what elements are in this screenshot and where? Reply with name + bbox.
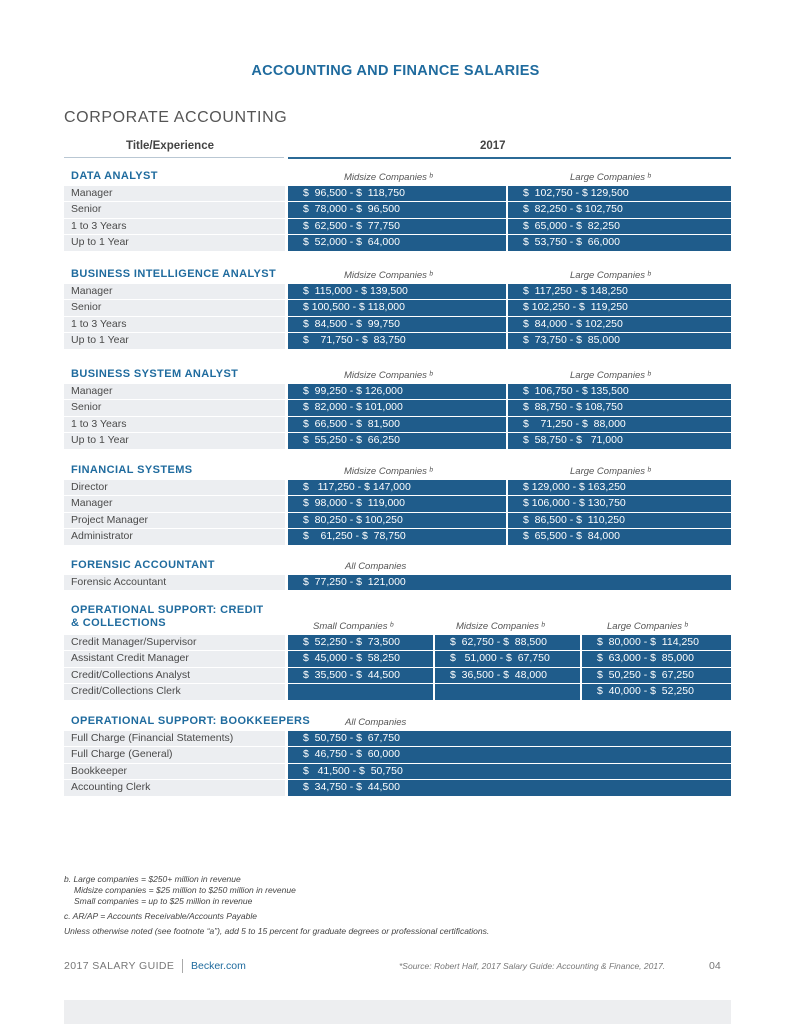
salary-range-cell: $ 34,750 - $ 44,500 [288,780,731,795]
row-label: Bookkeeper [64,764,285,779]
table-row [64,417,731,433]
row-label: Assistant Credit Manager [64,651,285,666]
table-row [64,731,731,747]
row-label: Manager [64,284,285,299]
group-header [64,167,731,186]
salary-group [64,601,731,701]
column-header: Midsize Companies ᵇ [456,621,545,632]
salary-range-cell: $ 102,250 - $ 119,250 [508,300,731,315]
footnote-b-midsize: Midsize companies = $25 million to $250 million in revenue [74,885,296,895]
row-label: Up to 1 Year [64,433,285,448]
row-label: Senior [64,300,285,315]
table-row [64,575,731,591]
salary-range-cell: $ 65,500 - $ 84,000 [508,529,731,544]
group-title: FINANCIAL SYSTEMS [71,464,193,476]
table-row [64,651,731,667]
salary-range-cell: $ 55,250 - $ 66,250 [288,433,506,448]
row-label: Up to 1 Year [64,333,285,348]
table-row [64,284,731,300]
page-title: ACCOUNTING AND FINANCE SALARIES [251,63,540,79]
group-header [64,365,731,384]
salary-group [64,556,731,591]
column-header: Midsize Companies ᵇ [344,270,433,281]
salary-range-cell: $ 53,750 - $ 66,000 [508,235,731,250]
footer-separator [182,959,183,973]
salary-range-cell: $ 82,250 - $ 102,750 [508,202,731,217]
table-row [64,300,731,316]
row-label: Full Charge (General) [64,747,285,762]
salary-range-cell [288,684,433,699]
salary-range-cell: $ 50,250 - $ 67,250 [582,668,731,683]
salary-range-cell: $ 80,250 - $ 100,250 [288,513,506,528]
salary-range-cell: $ 78,000 - $ 96,500 [288,202,506,217]
row-label: Project Manager [64,513,285,528]
table-row [64,433,731,449]
column-header: All Companies [345,717,407,728]
salary-range-cell: $ 129,000 - $ 163,250 [508,480,731,495]
salary-range-cell: $ 52,250 - $ 73,500 [288,635,433,650]
salary-range-cell: $ 82,000 - $ 101,000 [288,400,506,415]
salary-range-cell: $ 62,500 - $ 77,750 [288,219,506,234]
footnote-b-small: Small companies = up to $25 million in revenue [74,896,253,906]
column-header: Large Companies ᵇ [570,466,651,477]
row-label: Forensic Accountant [64,575,285,590]
salary-range-cell: $ 117,250 - $ 148,250 [508,284,731,299]
column-header: Large Companies ᵇ [570,370,651,381]
row-label: Accounting Clerk [64,780,285,795]
row-label: Up to 1 Year [64,235,285,250]
group-header [64,461,731,480]
salary-range-cell: $ 100,500 - $ 118,000 [288,300,506,315]
column-header: Midsize Companies ᵇ [344,172,433,183]
row-label: Credit/Collections Analyst [64,668,285,683]
footnote-b: b. Large companies = $250+ million in revenue [64,874,241,884]
page-footer [64,960,731,976]
group-header [64,601,731,635]
row-label: Manager [64,186,285,201]
salary-range-cell: $ 77,250 - $ 121,000 [288,575,731,590]
salary-range-cell: $ 58,750 - $ 71,000 [508,433,731,448]
footer-source: *Source: Robert Half, 2017 Salary Guide: Accounting & Finance, 2017. [399,961,666,971]
year-underline [288,157,731,159]
year-header: 2017 [480,140,506,152]
table-row [64,384,731,400]
salary-range-cell: $ 51,000 - $ 67,750 [435,651,580,666]
table-row [64,780,731,796]
group-title: OPERATIONAL SUPPORT: BOOKKEEPERS [71,715,311,727]
salary-group [64,167,731,252]
salary-range-cell: $ 117,250 - $ 147,000 [288,480,506,495]
table-row [64,635,731,651]
salary-range-cell: $ 40,000 - $ 52,250 [582,684,731,699]
table-row [64,235,731,251]
table-row [64,186,731,202]
column-header: Midsize Companies ᵇ [344,466,433,477]
table-header [64,140,731,160]
row-label: Manager [64,496,285,511]
salary-group [64,265,731,350]
salary-range-cell: $ 41,500 - $ 50,750 [288,764,731,779]
table-row [64,529,731,545]
table-row [64,480,731,496]
salary-range-cell: $ 63,000 - $ 85,000 [582,651,731,666]
salary-range-cell: $ 106,000 - $ 130,750 [508,496,731,511]
salary-range-cell: $ 73,750 - $ 85,000 [508,333,731,348]
group-header [64,265,731,284]
group-title: FORENSIC ACCOUNTANT [71,559,215,571]
bottom-band [64,1000,731,1024]
column-header: Large Companies ᵇ [570,172,651,183]
salary-range-cell: $ 50,750 - $ 67,750 [288,731,731,746]
row-label: Senior [64,202,285,217]
footnote-c: c. AR/AP = Accounts Receivable/Accounts Payable [64,911,258,921]
table-row [64,202,731,218]
salary-range-cell: $ 88,750 - $ 108,750 [508,400,731,415]
salary-group [64,461,731,546]
table-row [64,400,731,416]
group-header [64,712,731,731]
table-row [64,317,731,333]
salary-range-cell: $ 115,000 - $ 139,500 [288,284,506,299]
salary-group [64,365,731,450]
row-label: 1 to 3 Years [64,219,285,234]
footer-guide-label: 2017 SALARY GUIDE [64,960,175,972]
salary-range-cell: $ 106,750 - $ 135,500 [508,384,731,399]
header-divider [64,157,284,158]
salary-range-cell: $ 80,000 - $ 114,250 [582,635,731,650]
row-label: 1 to 3 Years [64,417,285,432]
group-title: OPERATIONAL SUPPORT: CREDIT & COLLECTIONS [71,604,264,629]
title-experience-header: Title/Experience [126,140,214,152]
column-header: Large Companies ᵇ [607,621,688,632]
salary-range-cell: $ 36,500 - $ 48,000 [435,668,580,683]
salary-range-cell: $ 102,750 - $ 129,500 [508,186,731,201]
salary-range-cell: $ 99,250 - $ 126,000 [288,384,506,399]
group-header [64,556,731,575]
row-label: 1 to 3 Years [64,317,285,332]
salary-range-cell [435,684,580,699]
salary-range-cell: $ 62,750 - $ 88,500 [435,635,580,650]
table-row [64,764,731,780]
table-row [64,333,731,349]
salary-range-cell: $ 86,500 - $ 110,250 [508,513,731,528]
salary-range-cell: $ 96,500 - $ 118,750 [288,186,506,201]
footnotes [64,874,489,937]
row-label: Senior [64,400,285,415]
table-row [64,496,731,512]
table-row [64,513,731,529]
row-label: Full Charge (Financial Statements) [64,731,285,746]
column-header: Small Companies ᵇ [313,621,394,632]
salary-range-cell: $ 61,250 - $ 78,750 [288,529,506,544]
salary-range-cell: $ 98,000 - $ 119,000 [288,496,506,511]
table-row [64,747,731,763]
row-label: Administrator [64,529,285,544]
table-row [64,219,731,235]
footer-site-link[interactable]: Becker.com [191,960,246,972]
salary-range-cell: $ 66,500 - $ 81,500 [288,417,506,432]
salary-range-cell: $ 84,500 - $ 99,750 [288,317,506,332]
group-title: DATA ANALYST [71,170,158,182]
table-row [64,684,731,700]
salary-range-cell: $ 84,000 - $ 102,250 [508,317,731,332]
column-header: Large Companies ᵇ [570,270,651,281]
column-header: All Companies [345,561,407,572]
group-title: BUSINESS INTELLIGENCE ANALYST [71,268,277,280]
row-label: Director [64,480,285,495]
salary-range-cell: $ 65,000 - $ 82,250 [508,219,731,234]
table-row [64,668,731,684]
group-title: BUSINESS SYSTEM ANALYST [71,368,239,380]
salary-range-cell: $ 46,750 - $ 60,000 [288,747,731,762]
salary-group [64,712,731,797]
salary-range-cell: $ 71,750 - $ 83,750 [288,333,506,348]
salary-range-cell: $ 45,000 - $ 58,250 [288,651,433,666]
footnote-note: Unless otherwise noted (see footnote “a”), add 5 to 15 percent for graduate degrees or professional certifications. [64,926,490,936]
section-title: CORPORATE ACCOUNTING [64,109,288,126]
column-header: Midsize Companies ᵇ [344,370,433,381]
row-label: Credit Manager/Supervisor [64,635,285,650]
salary-range-cell: $ 35,500 - $ 44,500 [288,668,433,683]
salary-range-cell: $ 52,000 - $ 64,000 [288,235,506,250]
row-label: Manager [64,384,285,399]
salary-range-cell: $ 71,250 - $ 88,000 [508,417,731,432]
row-label: Credit/Collections Clerk [64,684,285,699]
page-number: 04 [709,960,721,972]
